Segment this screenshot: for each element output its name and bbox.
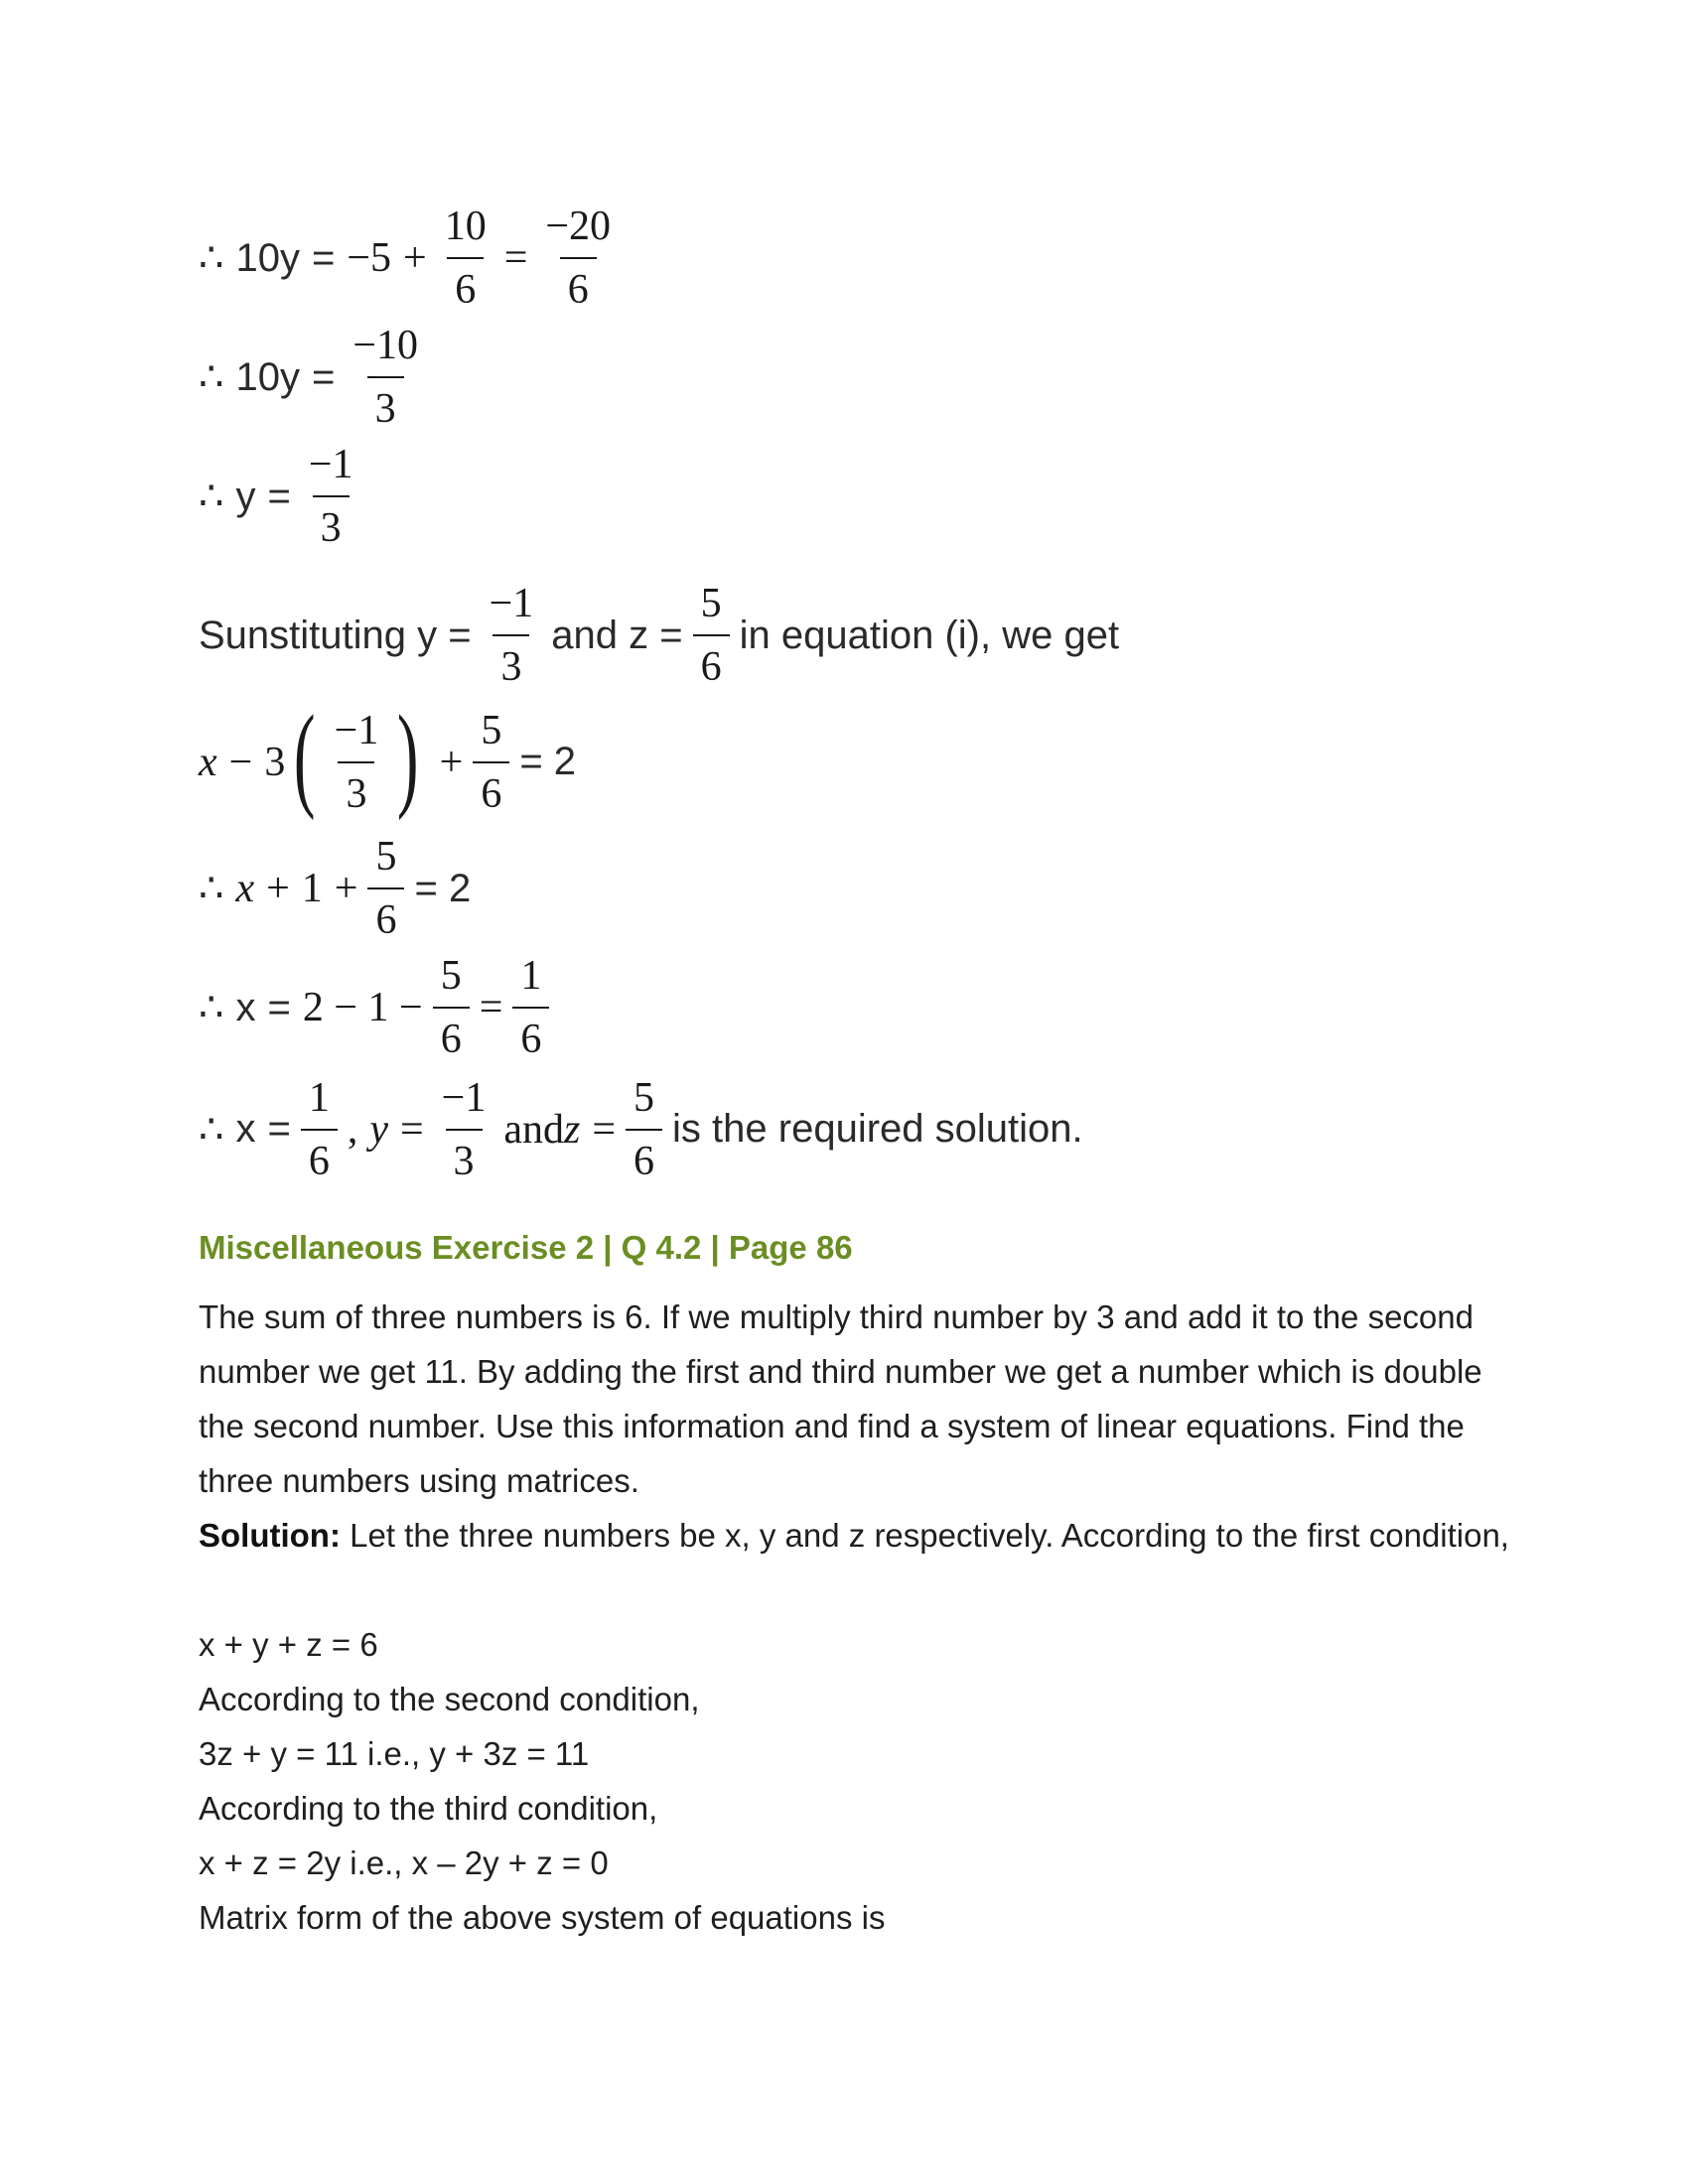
numerator: 5 [375,834,397,880]
solution-intro [199,1508,1509,1563]
denominator: 6 [367,887,404,941]
numerator: −1 [489,581,534,626]
equals-sign: = [311,235,336,280]
minus-sign: − [228,739,253,785]
plus-sign: + [439,739,464,785]
numerator: 10 [444,204,487,249]
numerator: −1 [441,1074,487,1121]
equals-sign: = [479,985,503,1030]
comma: , [347,1106,358,1153]
variable-x: x [235,985,256,1029]
numerator: −10 [352,323,418,368]
numerator: −20 [545,204,612,249]
denominator: 6 [447,257,484,311]
equation-line-6 [199,829,471,948]
variable-10y: 10y [235,235,300,280]
fraction [482,583,542,688]
therefore-symbol: ∴ [199,355,224,399]
variable-x: x [199,739,217,785]
numerator: 1 [520,953,542,999]
fraction [693,583,730,688]
fraction [437,205,494,311]
plus-sign: + [403,235,427,281]
term: 1 [301,866,323,911]
equation-2: 3z + y = 11 i.e., y + 3z = 11 [199,1735,590,1772]
denominator: 3 [492,634,529,688]
numerator: 5 [633,1074,655,1121]
equals-sign: = [267,474,291,518]
substitution-text: in equation (i), we get [739,613,1120,657]
denominator: 3 [367,376,404,430]
equation-line-2 [199,318,436,437]
coefficient: 3 [264,739,286,785]
left-paren: ( [294,690,316,821]
equation-3: x + z = 2y i.e., x – 2y + z = 0 [199,1844,609,1881]
therefore-symbol: ∴ [199,986,224,1029]
numerator: 5 [440,953,462,999]
denominator: 6 [560,257,597,311]
denominator: 3 [446,1129,483,1182]
variable-y: y [369,1106,388,1153]
denominator: 6 [693,634,730,688]
denominator: 6 [473,761,509,815]
variable-y: y [235,474,256,518]
equals-sign: = [399,1106,424,1153]
term: −5 [347,235,391,281]
variable-x: x [235,1107,256,1151]
condition-3-text: According to the third condition, [199,1790,658,1827]
numerator: 5 [481,707,502,753]
equals-sign: = [267,985,291,1029]
equation-line-5 [199,690,577,824]
therefore-symbol: ∴ [199,236,224,280]
equation-line-8 [199,1067,1083,1191]
fraction [512,955,549,1060]
denominator: 3 [338,761,374,815]
fraction [626,1074,662,1184]
fraction [433,955,470,1060]
fraction [367,836,404,941]
equals-sign: = [267,1107,291,1151]
conclusion-text: is the required solution. [672,1107,1083,1151]
fraction [301,1074,338,1184]
expression: 2 − 1 − [302,985,423,1030]
denominator: 6 [301,1129,338,1182]
therefore-symbol: ∴ [199,475,224,518]
equals-sign: = [592,1106,617,1153]
equation-line-1 [199,199,629,318]
equals-sign: = [503,235,528,281]
fraction [327,707,387,817]
question-text: The sum of three numbers is 6. If we multiply third number by 3 and add it to the second number we get 11. By adding the first and third number we get a number which is double the second number. Use this information and find a system of linear equations. Find the three numbers using matrices. [199,1298,1482,1499]
variable-z: z [564,1106,581,1153]
fraction [473,707,509,817]
numerator: 5 [700,581,722,626]
substitution-text: Sunstituting y = [199,613,472,657]
fraction [434,1074,494,1184]
denominator: 6 [433,1007,470,1060]
numerator: −1 [308,442,353,487]
right-paren: ) [397,690,419,821]
substitution-text: and z = [551,613,683,657]
numerator: 1 [308,1074,330,1121]
equation-line-4 [199,576,1119,695]
equals-sign: = [311,354,336,399]
denominator: 3 [313,495,350,549]
solution-label: Solution: [199,1517,341,1554]
exercise-heading: Miscellaneous Exercise 2 | Q 4.2 | Page 86 [199,1229,853,1266]
right-hand-side: = 2 [414,866,472,910]
variable-10y: 10y [235,354,300,399]
variable-x: x [235,866,255,911]
solution-intro-text: Let the three numbers be x, y and z respectively. According to the first condition, [340,1517,1509,1554]
equation-line-7 [199,948,559,1067]
condition-2-text: According to the second condition, [199,1681,700,1717]
matrix-intro-text: Matrix form of the above system of equations is [199,1899,886,1936]
therefore-symbol: ∴ [199,867,224,910]
plus-sign: + [334,866,358,911]
fraction [345,325,426,430]
fraction [537,205,619,311]
numerator: −1 [334,707,379,753]
plus-sign: + [266,866,290,911]
denominator: 6 [512,1007,549,1060]
equation-1: x + y + z = 6 [199,1626,378,1663]
fraction [301,444,361,549]
denominator: 6 [626,1129,662,1182]
equation-line-3 [199,437,371,556]
therefore-symbol: ∴ [199,1107,224,1152]
and-word: and [503,1106,564,1153]
right-hand-side: = 2 [519,740,577,783]
